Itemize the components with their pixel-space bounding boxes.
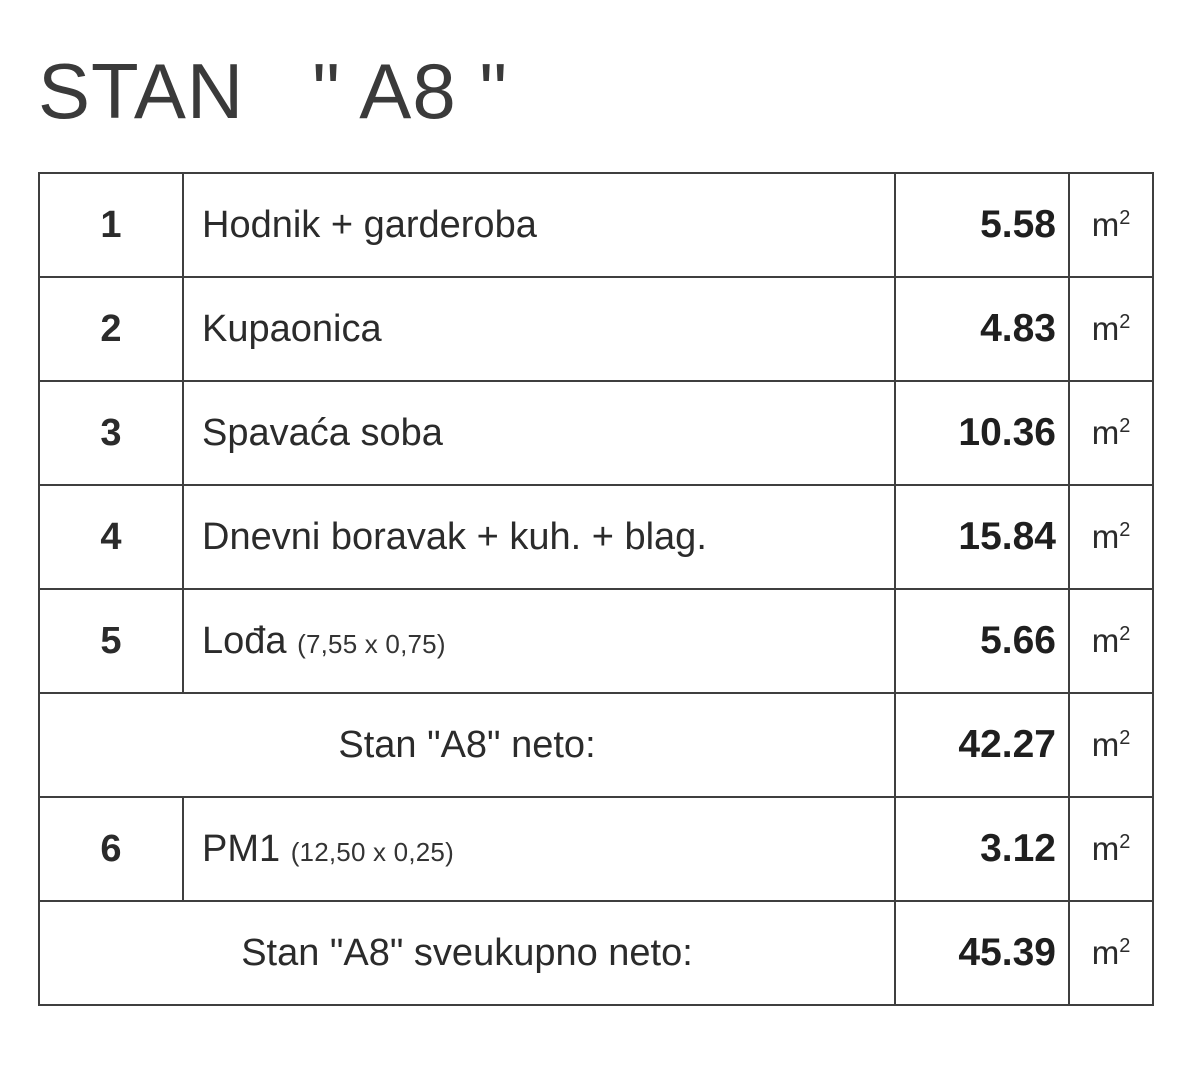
room-name (183, 485, 895, 589)
page-title: STAN " A8 " (38, 47, 509, 135)
row-number: 6 (39, 797, 183, 901)
room-name (183, 589, 895, 693)
apartment-area-table (38, 172, 1154, 1006)
unit-exponent: 2 (1119, 831, 1131, 853)
unit-exponent: 2 (1119, 519, 1131, 541)
row-number: 3 (39, 381, 183, 485)
unit-exponent: 2 (1119, 935, 1131, 957)
row-number: 4 (39, 485, 183, 589)
unit-symbol: m (1091, 622, 1120, 659)
total-unit (1069, 901, 1153, 1005)
room-area-value: 5.66 (895, 589, 1069, 693)
table-row (39, 381, 1153, 485)
table-row (39, 277, 1153, 381)
subtotal-row (39, 693, 1153, 797)
room-area-unit (1069, 797, 1153, 901)
room-area-unit (1069, 589, 1153, 693)
unit-symbol: m (1091, 310, 1120, 347)
unit-exponent: 2 (1119, 207, 1131, 229)
table-row (39, 173, 1153, 277)
unit-exponent: 2 (1119, 623, 1131, 645)
room-name-text: Dnevni boravak + kuh. + blag. (202, 515, 707, 558)
subtotal-unit (1069, 693, 1153, 797)
room-area-value: 5.58 (895, 173, 1069, 277)
room-area-unit (1069, 485, 1153, 589)
total-value: 45.39 (895, 901, 1069, 1005)
room-name-text: Spavaća soba (202, 411, 443, 454)
room-name-text: Kupaonica (202, 307, 382, 350)
room-dimensions: (7,55 x 0,75) (297, 628, 446, 659)
unit-exponent: 2 (1119, 727, 1131, 749)
table-row (39, 485, 1153, 589)
room-name (183, 381, 895, 485)
room-name-text: Hodnik + garderoba (202, 203, 537, 246)
room-name (183, 173, 895, 277)
unit-exponent: 2 (1119, 415, 1131, 437)
row-number: 2 (39, 277, 183, 381)
room-area-value: 15.84 (895, 485, 1069, 589)
room-area-unit (1069, 381, 1153, 485)
unit-symbol: m (1091, 206, 1120, 243)
total-row (39, 901, 1153, 1005)
unit-symbol: m (1091, 518, 1120, 555)
total-label: Stan "A8" sveukupno neto: (39, 901, 895, 1005)
room-dimensions: (12,50 x 0,25) (290, 836, 454, 867)
unit-symbol: m (1091, 414, 1120, 451)
unit-symbol: m (1091, 934, 1120, 971)
room-name (183, 277, 895, 381)
row-number: 1 (39, 173, 183, 277)
room-area-value: 3.12 (895, 797, 1069, 901)
room-name-text: Lođa (202, 619, 287, 662)
room-area-unit (1069, 173, 1153, 277)
unit-exponent: 2 (1119, 311, 1131, 333)
room-area-value: 4.83 (895, 277, 1069, 381)
unit-symbol: m (1091, 726, 1120, 763)
subtotal-label: Stan "A8" neto: (39, 693, 895, 797)
row-number: 5 (39, 589, 183, 693)
room-area-unit (1069, 277, 1153, 381)
subtotal-value: 42.27 (895, 693, 1069, 797)
room-name (183, 797, 895, 901)
table-row (39, 797, 1153, 901)
unit-symbol: m (1091, 830, 1120, 867)
room-name-text: PM1 (202, 827, 281, 870)
table-row (39, 589, 1153, 693)
room-area-value: 10.36 (895, 381, 1069, 485)
